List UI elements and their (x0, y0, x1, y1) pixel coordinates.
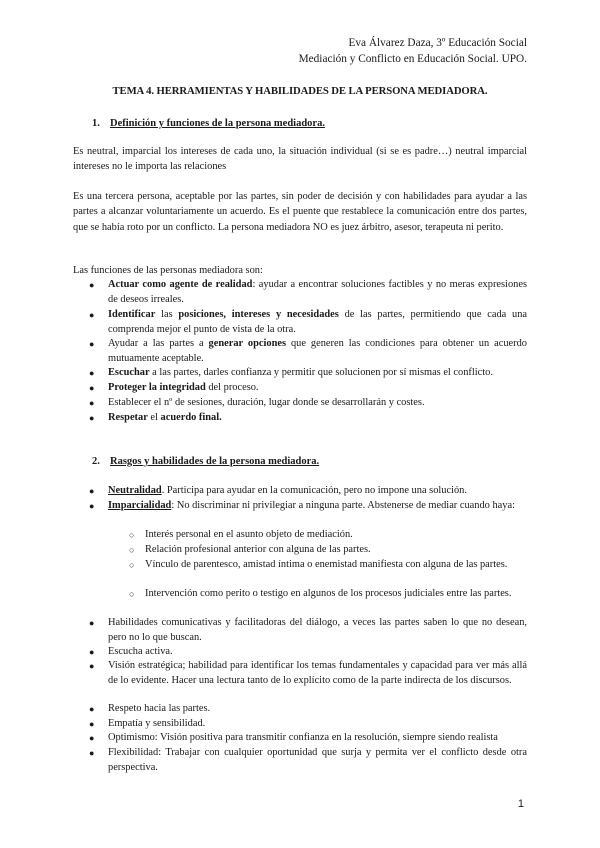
list-item: ● Optimismo: Visión positiva para transmitir confianza en la resolución, siempre siendo realista (89, 731, 527, 746)
bullet-icon: ● (89, 413, 95, 423)
header-course-line: Mediación y Conflicto en Educación Social. UPO. (298, 53, 527, 65)
circle-bullet-icon: ○ (129, 560, 135, 570)
sub-list-item: ○ Relación profesional anterior con alguna de las partes. (129, 543, 527, 558)
sub-list-item: ○ Vínculo de parentesco, amistad íntima o enemistad manifiesta con alguna de las partes. (129, 558, 527, 573)
list-item: ● Escuchar a las partes, darles confianza y permitir que solucionen por sí mismas el conflicto. (89, 366, 527, 381)
section-1-number: 1. (92, 118, 100, 129)
bullet-icon: ● (89, 748, 95, 758)
list-item: ● Respeto hacia las partes. (89, 702, 527, 717)
bullet-icon: ● (89, 704, 95, 714)
list-item: ● Proteger la integridad del proceso. (89, 381, 527, 396)
list-item: ● Establecer el nº de sesiones, duración, lugar donde se desarrollarán y costes. (89, 396, 527, 411)
list-item: ● Visión estratégica; habilidad para identificar los temas fundamentales y capacidad para ver más allá de lo evidente. Hacer una lectura tanto de lo explícito como de la parte indirecta de los discursos. (89, 660, 527, 686)
functions-intro: Las funciones de las personas mediadora son: (73, 265, 263, 276)
bullet-icon: ● (89, 733, 95, 743)
document-title: TEMA 4. HERRAMIENTAS Y HABILIDADES DE LA PERSONA MEDIADORA. (112, 85, 488, 97)
list-item: ● Actuar como agente de realidad: ayudar a encontrar soluciones factibles y no meras expresiones de deseos irreales. (89, 279, 527, 305)
list-item: ● Ayudar a las partes a generar opciones que generen las condiciones para obtener un acuerdo mutuamente aceptable. (89, 338, 527, 364)
paragraph-definition: Es una tercera persona, aceptable por las partes, sin poder de decisión y con habilidades para ayudar a las partes a alcanzar voluntariamente un acuerdo. Es el puente que restablece la comunicación entre dos partes, que se había roto por un conflicto. La persona mediadora NO es juez árbitro, asesor, terapeuta ni perito. (73, 191, 527, 233)
bullet-icon: ● (89, 310, 95, 320)
list-item: ● Escucha activa. (89, 645, 527, 660)
sub-list-item: ○ Interés personal en el asunto objeto de mediación. (129, 528, 527, 543)
bullet-icon: ● (89, 368, 95, 378)
circle-bullet-icon: ○ (129, 530, 135, 540)
list-item: ● Habilidades comunicativas y facilitadoras del diálogo, a veces las partes saben lo que no desean, pero no lo que buscan. (89, 617, 527, 643)
bullet-icon: ● (89, 719, 95, 729)
section-2-number: 2. (92, 456, 100, 467)
list-item: ● Respetar el acuerdo final. (89, 411, 527, 426)
bullet-icon: ● (89, 339, 95, 349)
page-header (299, 35, 527, 67)
bullet-icon: ● (89, 661, 95, 671)
section-1-title: Definición y funciones de la persona mediadora. (110, 118, 325, 129)
section-2-heading (92, 456, 319, 467)
sub-list-item: ○ Intervención como perito o testigo en algunos de los procesos judiciales entre las partes. (129, 587, 527, 602)
paragraph-neutral: Es neutral, imparcial los intereses de cada uno, la situación individual (si se es padre…) neutral imparcial intereses no le importa las relaciones (73, 146, 527, 173)
list-item: ● Imparcialidad: No discriminar ni privilegiar a ninguna parte. Abstenerse de mediar cuando haya: (89, 499, 527, 514)
bullet-icon: ● (89, 647, 95, 657)
bullet-icon: ● (89, 486, 95, 496)
list-item: ● Empatía y sensibilidad. (89, 717, 527, 732)
circle-bullet-icon: ○ (129, 545, 135, 555)
section-1-heading (92, 118, 325, 129)
list-item: ● Flexibilidad: Trabajar con cualquier oportunidad que surja y permita ver el conflicto desde otra perspectiva. (89, 747, 527, 773)
circle-bullet-icon: ○ (129, 589, 135, 599)
header-author-line: Eva Álvarez Daza, 3º Educación Social (348, 37, 527, 49)
bullet-icon: ● (89, 383, 95, 393)
list-item: ● Neutralidad. Participa para ayudar en la comunicación, pero no impone una solución. (89, 484, 527, 499)
section-2-title: Rasgos y habilidades de la persona mediadora. (110, 456, 320, 467)
bullet-icon: ● (89, 398, 95, 408)
bullet-icon: ● (89, 501, 95, 511)
list-item: ● Identificar las posiciones, intereses y necesidades de las partes, permitiendo que cada una comprenda mejor el punto de vista de la otra. (89, 309, 527, 335)
page-number: 1 (517, 798, 524, 810)
bullet-icon: ● (89, 618, 95, 628)
bullet-icon: ● (89, 280, 95, 290)
